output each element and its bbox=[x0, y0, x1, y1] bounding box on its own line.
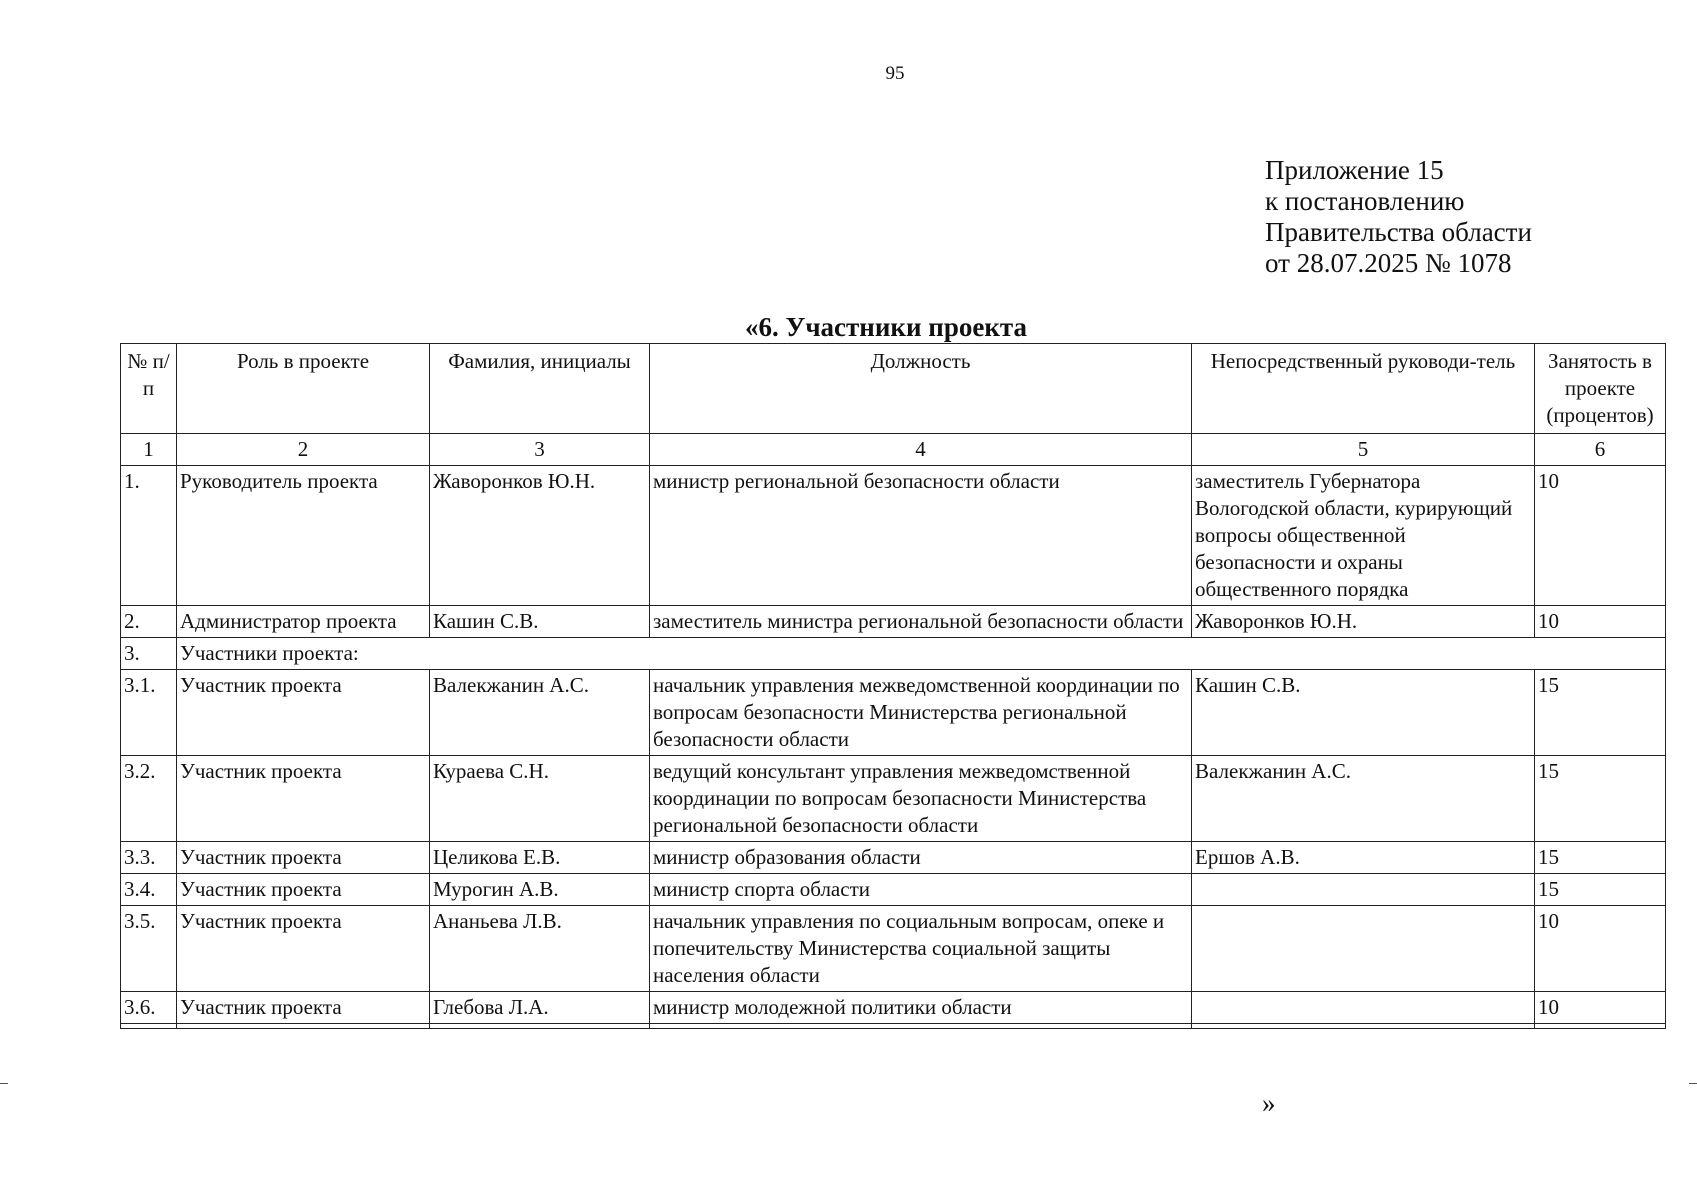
header-workload: Занятость в проекте (процентов) bbox=[1535, 344, 1666, 434]
section-title: «6. Участники проекта bbox=[745, 312, 1027, 342]
cell-position: министр спорта области bbox=[650, 874, 1192, 906]
cell-workload: 15 bbox=[1535, 670, 1666, 756]
page-number: 95 bbox=[885, 63, 905, 84]
column-number: 6 bbox=[1535, 434, 1666, 466]
cell-position: министр региональной безопасности области bbox=[650, 466, 1192, 606]
cell-num bbox=[121, 1024, 177, 1029]
cell-num: 3.2. bbox=[121, 756, 177, 842]
table-row bbox=[121, 842, 1666, 874]
cell-supervisor bbox=[1192, 992, 1535, 1024]
table-row bbox=[121, 874, 1666, 906]
cell-position: заместитель министра региональной безопасности области bbox=[650, 606, 1192, 638]
table-row bbox=[121, 606, 1666, 638]
cell-position: министр образования области bbox=[650, 842, 1192, 874]
cell-supervisor bbox=[1192, 906, 1535, 992]
cell-role bbox=[177, 1024, 430, 1029]
column-number: 4 bbox=[650, 434, 1192, 466]
cell-role: Участник проекта bbox=[177, 670, 430, 756]
cell-num: 3.4. bbox=[121, 874, 177, 906]
column-number: 2 bbox=[177, 434, 430, 466]
cell-name: Ананьева Л.В. bbox=[430, 906, 650, 992]
cell-workload: 10 bbox=[1535, 466, 1666, 606]
cell-name: Целикова Е.В. bbox=[430, 842, 650, 874]
closing-quote: » bbox=[1262, 1088, 1276, 1118]
cell-name: Глебова Л.А. bbox=[430, 992, 650, 1024]
cell-name: Кураева С.Н. bbox=[430, 756, 650, 842]
table-row bbox=[121, 1024, 1666, 1029]
cell-num: 3.6. bbox=[121, 992, 177, 1024]
table-row bbox=[121, 670, 1666, 756]
cell-num: 3.3. bbox=[121, 842, 177, 874]
cell-supervisor bbox=[1192, 1024, 1535, 1029]
cell-position: министр молодежной политики области bbox=[650, 992, 1192, 1024]
cell-position bbox=[650, 1024, 1192, 1029]
appendix-line: Правительства области bbox=[1265, 217, 1532, 247]
table-row bbox=[121, 756, 1666, 842]
cell-workload: 10 bbox=[1535, 606, 1666, 638]
cell-name: Кашин С.В. bbox=[430, 606, 650, 638]
header-row bbox=[121, 344, 1666, 434]
table-row bbox=[121, 466, 1666, 606]
cell-num: 2. bbox=[121, 606, 177, 638]
header-role: Роль в проекте bbox=[177, 344, 430, 434]
cell-workload: 15 bbox=[1535, 874, 1666, 906]
cell-position: начальник управления межведомственной координации по вопросам безопасности Министерства региональной безопасности области bbox=[650, 670, 1192, 756]
cell-supervisor: Кашин С.В. bbox=[1192, 670, 1535, 756]
cell-supervisor: Валекжанин А.С. bbox=[1192, 756, 1535, 842]
cell-name: Жаворонков Ю.Н. bbox=[430, 466, 650, 606]
cell-workload: 15 bbox=[1535, 756, 1666, 842]
cell-supervisor: заместитель Губернатора Вологодской области, курирующий вопросы общественной безопасности и охраны общественного порядка bbox=[1192, 466, 1535, 606]
cell-name bbox=[430, 1024, 650, 1029]
left-edge-mark bbox=[0, 1083, 8, 1084]
cell-position: начальник управления по социальным вопросам, опеке и попечительству Министерства социальной защиты населения области bbox=[650, 906, 1192, 992]
cell-num: 3. bbox=[121, 638, 177, 670]
header-position: Должность bbox=[650, 344, 1192, 434]
cell-role: Администратор проекта bbox=[177, 606, 430, 638]
cell-name: Мурогин А.В. bbox=[430, 874, 650, 906]
appendix-line: к постановлению bbox=[1265, 186, 1465, 216]
column-number: 5 bbox=[1192, 434, 1535, 466]
table-row bbox=[121, 906, 1666, 992]
participants-table bbox=[120, 343, 1666, 1029]
cell-role: Участник проекта bbox=[177, 874, 430, 906]
cell-supervisor bbox=[1192, 874, 1535, 906]
column-number-row bbox=[121, 434, 1666, 466]
cell-role: Участник проекта bbox=[177, 756, 430, 842]
cell-num: 3.1. bbox=[121, 670, 177, 756]
cell-role: Участник проекта bbox=[177, 842, 430, 874]
cell-role: Участник проекта bbox=[177, 992, 430, 1024]
group-label: Участники проекта: bbox=[177, 638, 1666, 670]
cell-role: Участник проекта bbox=[177, 906, 430, 992]
group-row bbox=[121, 638, 1666, 670]
appendix-line: от 28.07.2025 № 1078 bbox=[1265, 248, 1512, 278]
cell-num: 3.5. bbox=[121, 906, 177, 992]
cell-workload: 10 bbox=[1535, 992, 1666, 1024]
header-supervisor: Непосредственный руководи-тель bbox=[1192, 344, 1535, 434]
header-name: Фамилия, инициалы bbox=[430, 344, 650, 434]
cell-position: ведущий консультант управления межведомственной координации по вопросам безопасности Министерства региональной безопасности области bbox=[650, 756, 1192, 842]
header-num: № п/п bbox=[121, 344, 177, 434]
cell-supervisor: Жаворонков Ю.Н. bbox=[1192, 606, 1535, 638]
cell-workload: 10 bbox=[1535, 906, 1666, 992]
column-number: 3 bbox=[430, 434, 650, 466]
cell-supervisor: Ершов А.В. bbox=[1192, 842, 1535, 874]
table-row bbox=[121, 992, 1666, 1024]
cell-workload: 15 bbox=[1535, 842, 1666, 874]
column-number: 1 bbox=[121, 434, 177, 466]
right-edge-mark bbox=[1689, 1083, 1697, 1084]
cell-workload bbox=[1535, 1024, 1666, 1029]
appendix-line: Приложение 15 bbox=[1265, 155, 1444, 185]
cell-num: 1. bbox=[121, 466, 177, 606]
cell-role: Руководитель проекта bbox=[177, 466, 430, 606]
cell-name: Валекжанин А.С. bbox=[430, 670, 650, 756]
appendix-block bbox=[1265, 155, 1532, 279]
